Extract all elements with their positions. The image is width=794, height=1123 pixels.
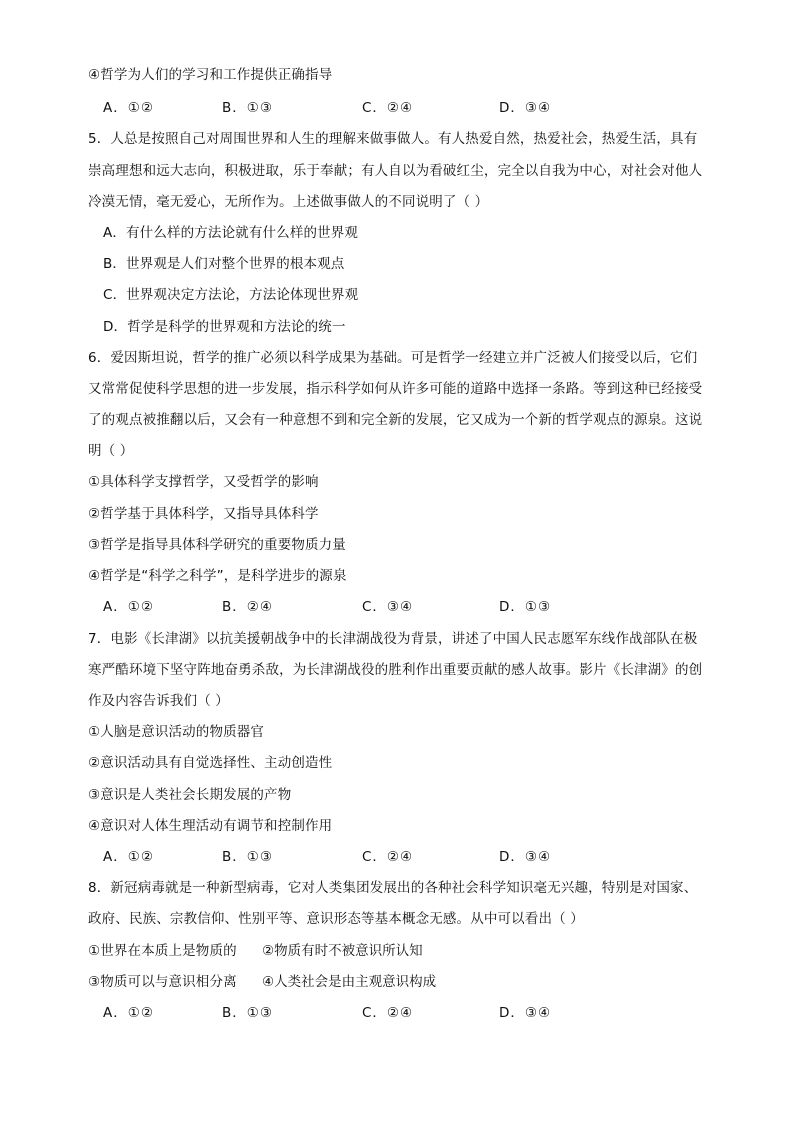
q5-stem-line-3: 冷漠无情，毫无爱心，无所作为。上述做事做人的不同说明了（ ）	[88, 194, 489, 210]
q8-stem-line-2: 政府、民族、宗教信仰、性别平等、意识形态等基本概念无感。从中可以看出（ ）	[88, 911, 584, 927]
q6-statement-4: ④哲学是“科学之科学”，是科学进步的源泉	[88, 568, 347, 584]
q8-statement-4: ④人类社会是由主观意识构成	[262, 974, 437, 990]
q5-option-a[interactable]: A．有什么样的方法论就有什么样的世界观	[103, 225, 359, 241]
q8-statement-2: ②物质有时不被意识所认知	[262, 943, 423, 959]
q7-stem-line-2: 寒严酷环境下坚守阵地奋勇杀敌，为长津湖战役的胜利作出重要贡献的感人故事。影片《长津湖》的创	[88, 662, 703, 678]
q8-option-b[interactable]: B．①③	[222, 1005, 273, 1021]
q5-option-c[interactable]: C．世界观决定方法论，方法论体现世界观	[103, 287, 359, 303]
q6-stem-line-4: 明（ ）	[88, 443, 134, 459]
q6-stem-line-1: 6．爱因斯坦说，哲学的推广必须以科学成果为基础。可是哲学一经建立并广泛被人们接受以后，它们	[88, 350, 698, 366]
q8-statement-1: ①世界在本质上是物质的	[88, 943, 237, 959]
q7-option-a[interactable]: A．①②	[103, 849, 154, 865]
q7-option-c[interactable]: C．②④	[362, 849, 414, 865]
q7-option-b[interactable]: B．①③	[222, 849, 273, 865]
q8-stem-line-1: 8．新冠病毒就是一种新型病毒，它对人类集团发展出的各种社会科学知识毫无兴趣，特别是对国家、	[88, 880, 698, 896]
q6-statement-1: ①具体科学支撑哲学，又受哲学的影响	[88, 474, 319, 490]
q8-option-c[interactable]: C．②④	[362, 1005, 414, 1021]
q7-statement-1: ①人脑是意识活动的物质器官	[88, 724, 265, 740]
q6-option-c[interactable]: C．③④	[362, 599, 414, 615]
q6-statement-3: ③哲学是指导具体科学研究的重要物质力量	[88, 537, 346, 553]
q7-statement-3: ③意识是人类社会长期发展的产物	[88, 787, 292, 803]
q7-stem-line-1: 7．电影《长津湖》以抗美援朝战争中的长津湖战役为背景，讲述了中国人民志愿军东线作战部队在极	[88, 631, 698, 647]
q4-option-b[interactable]: B．①③	[222, 100, 273, 116]
q4-option-d[interactable]: D．③④	[499, 100, 552, 116]
q6-option-b[interactable]: B．②④	[222, 599, 273, 615]
q6-option-a[interactable]: A．①②	[103, 599, 154, 615]
q7-stem-line-3: 作及内容告诉我们（ ）	[88, 693, 229, 709]
q7-option-d[interactable]: D．③④	[499, 849, 552, 865]
q4-option-c[interactable]: C．②④	[362, 100, 414, 116]
q4-option-a[interactable]: A．①②	[103, 100, 154, 116]
q5-stem-line-1: 5．人总是按照自己对周围世界和人生的理解来做事做人。有人热爱自然，热爱社会，热爱生活，具有	[88, 131, 698, 147]
q6-option-d[interactable]: D．①③	[499, 599, 552, 615]
q7-statement-4: ④意识对人体生理活动有调节和控制作用	[88, 818, 333, 834]
q8-option-a[interactable]: A．①②	[103, 1005, 154, 1021]
q6-stem-line-3: 了的观点被推翻以后，又会有一种意想不到和完全新的发展，它又成为一个新的哲学观点的源泉。这说	[88, 412, 703, 428]
q6-statement-2: ②哲学基于具体科学，又指导具体科学	[88, 506, 319, 522]
q6-stem-line-2: 又常常促使科学思想的进一步发展，指示科学如何从许多可能的道路中选择一条路。等到这种已经接受	[88, 381, 703, 397]
q8-option-d[interactable]: D．③④	[499, 1005, 552, 1021]
q7-statement-2: ②意识活动具有自觉选择性、主动创造性	[88, 755, 333, 771]
q8-statement-3: ③物质可以与意识相分离	[88, 974, 237, 990]
q5-stem-line-2: 崇高理想和远大志向，积极进取，乐于奉献；有人自以为看破红尘，完全以自我为中心，对社会对他人	[88, 163, 703, 179]
q4-statement-4: ④哲学为人们的学习和工作提供正确指导	[88, 67, 333, 83]
q5-option-b[interactable]: B．世界观是人们对整个世界的根本观点	[103, 256, 345, 272]
q5-option-d[interactable]: D．哲学是科学的世界观和方法论的统一	[103, 319, 346, 335]
